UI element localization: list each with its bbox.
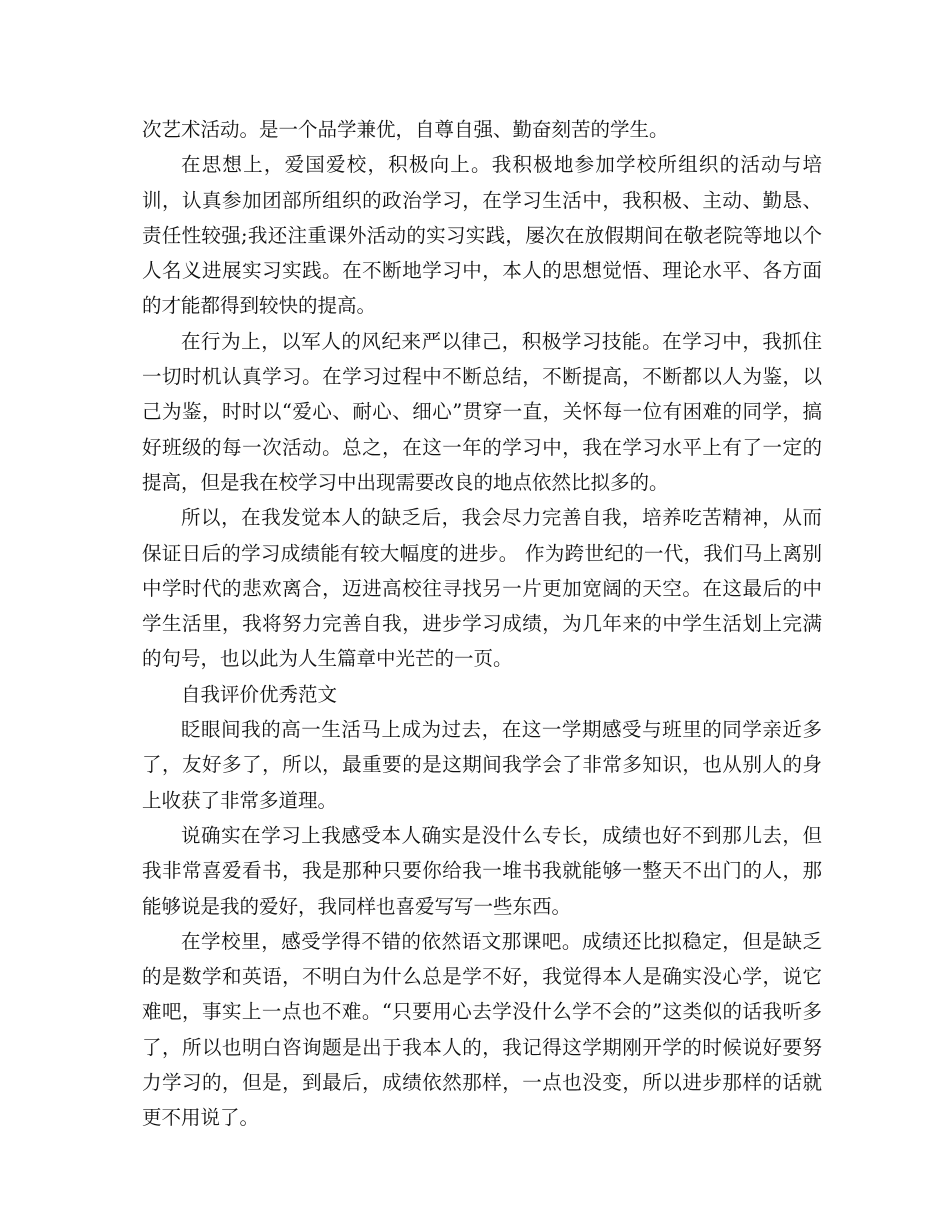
section-heading: 自我评价优秀范文 [181, 682, 338, 706]
paragraph-behavior: 在行为上，以军人的风纪来严以律己，积极学习技能。在学习中，我抓住一切时机认真学习。在学习过程中不断总结，不断提高，不断都以人为鉴，以己为鉴，时时以“爱心、耐心、细心”贯穿一直，关怀每一位有困难的同学，搞好班级的每一次活动。总之，在这一年的学习中，我在学习水平上有了一定的提高，但是我在校学习中出现需要改良的地点依然比拟多的。 [142, 329, 822, 494]
document-body [142, 112, 822, 1136]
paragraph-thought: 在思想上，爱国爱校，积极向上。我积极地参加学校所组织的活动与培训，认真参加团部所组织的政治学习，在学习生活中，我积极、主动、勤恳、责任性较强;我还注重课外活动的实习实践，屡次在放假期间在敬老院等地以个人名义进展实习实践。在不断地学习中，本人的思想觉悟、理论水平、各方面的才能都得到较快的提高。 [142, 153, 822, 318]
paragraph-conclusion: 所以，在我发觉本人的缺乏后，我会尽力完善自我，培养吃苦精神，从而保证日后的学习成绩能有较大幅度的进步。 作为跨世纪的一代，我们马上离别中学时代的悲欢离合，迈进高校往寻找另一片更加宽阔的天空。在这最后的中学生活里，我将努力完善自我，进步学习成绩，为几年来的中学生活划上完满的句号，也以此为人生篇章中光芒的一页。 [142, 506, 822, 671]
paragraph-school-subjects: 在学校里，感受学得不错的依然语文那课吧。成绩还比拟稳定，但是缺乏的是数学和英语，不明白为什么总是学不好，我觉得本人是确实没心学，说它难吧，事实上一点也不难。“只要用心去学没什么学不会的”这类似的话我听多了，所以也明白咨询题是出于我本人的，我记得这学期刚开学的时候说好要努力学习的，但是，到最后，成绩依然那样，一点也没变，所以进步那样的话就更不用说了。 [142, 929, 822, 1130]
paragraph-study-hobby: 说确实在学习上我感受本人确实是没什么专长，成绩也好不到那儿去，但我非常喜爱看书，我是那种只要你给我一堆书我就能够一整天不出门的人，那能够说是我的爱好，我同样也喜爱写写一些东西。 [142, 823, 822, 918]
paragraph-intro: 眨眼间我的高一生活马上成为过去，在这一学期感受与班里的同学亲近多了，友好多了，所以，最重要的是这期间我学会了非常多知识，也从别人的身上收获了非常多道理。 [142, 718, 822, 812]
paragraph-continued: 次艺术活动。是一个品学兼优，自尊自强、勤奋刻苦的学生。 [142, 118, 669, 141]
